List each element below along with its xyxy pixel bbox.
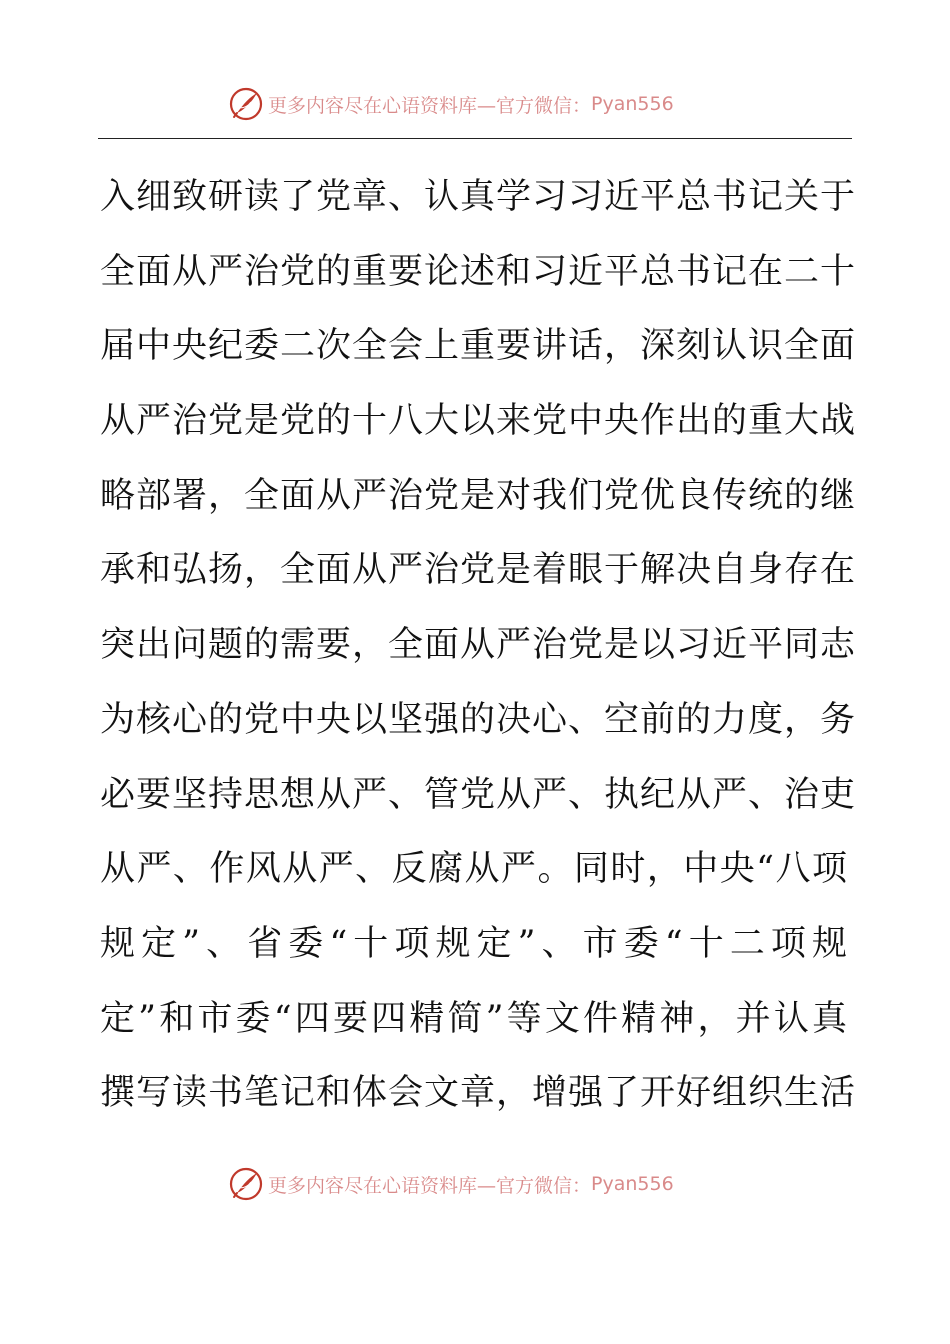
quill-pen-circle-icon bbox=[228, 1166, 264, 1202]
text-line: 突出问题的需要，全面从严治党是以习近平同志 bbox=[100, 625, 857, 666]
header-banner bbox=[228, 84, 674, 124]
text-line: 从严、作风从严、反腐从严。同时，中央“八项 bbox=[100, 849, 848, 890]
text-line: 规定”、省委“十项规定”、市委“十二项规 bbox=[100, 923, 848, 964]
text-line: 定”和市委“四要四精简”等文件精神，并认真 bbox=[100, 998, 848, 1039]
document-body bbox=[100, 160, 860, 1131]
text-line: 从严治党是党的十八大以来党中央作出的重大战 bbox=[100, 401, 857, 442]
text-line: 届中央纪委二次全会上重要讲话，深刻认识全面 bbox=[100, 326, 857, 367]
text-line: 撰写读书笔记和体会文章，增强了开好组织生活 bbox=[100, 1073, 857, 1114]
text-line: 全面从严治党的重要论述和习近平总书记在二十 bbox=[100, 251, 857, 292]
header-divider bbox=[98, 138, 852, 139]
quill-pen-circle-icon bbox=[228, 86, 264, 122]
wechat-id: Pyan556 bbox=[591, 1173, 674, 1195]
banner-text: 更多内容尽在心语资料库—官方微信： bbox=[268, 1174, 592, 1197]
banner-text: 更多内容尽在心语资料库—官方微信： bbox=[268, 94, 592, 117]
text-line: 为核心的党中央以坚强的决心、空前的力度，务 bbox=[100, 699, 857, 740]
text-line: 入细致研读了党章、认真学习习近平总书记关于 bbox=[100, 177, 857, 217]
text-line: 必要坚持思想从严、管党从严、执纪从严、治吏 bbox=[100, 774, 857, 815]
footer-banner bbox=[228, 1164, 674, 1204]
text-line: 略部署，全面从严治党是对我们党优良传统的继 bbox=[100, 475, 857, 516]
wechat-id: Pyan556 bbox=[591, 93, 674, 115]
text-line: 承和弘扬，全面从严治党是着眼于解决自身存在 bbox=[100, 550, 857, 591]
